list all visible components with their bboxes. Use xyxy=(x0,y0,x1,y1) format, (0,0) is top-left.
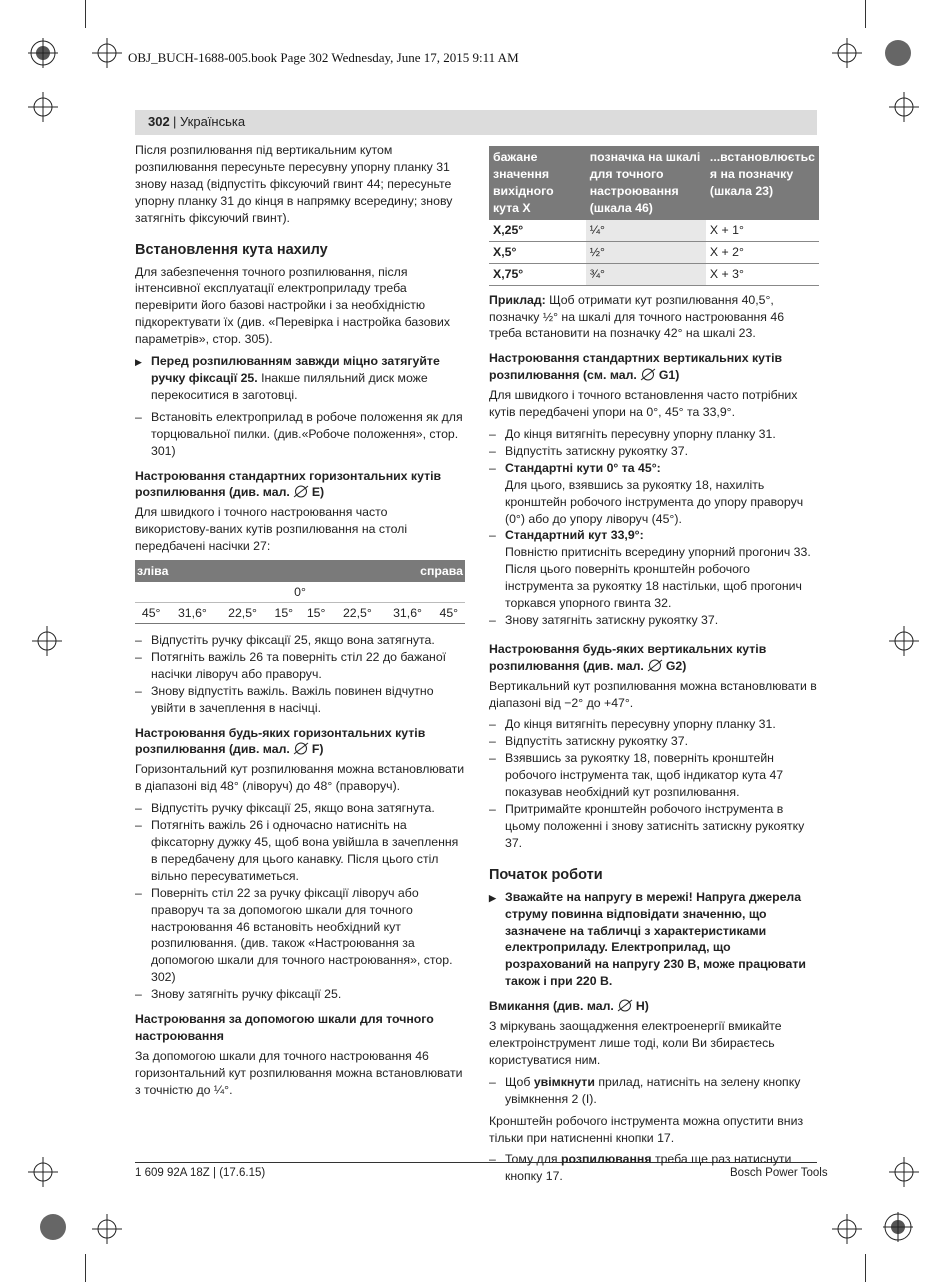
sawing-pre: Тому для xyxy=(505,1152,561,1167)
registration-mark-right-upper xyxy=(889,92,919,122)
list-item: – Відпустіть затискну рукоятку 37. xyxy=(489,443,819,460)
table-row xyxy=(489,263,819,285)
angle-cell: 22,5° xyxy=(332,603,382,624)
std-vertical-list xyxy=(489,426,819,629)
language-label: Українська xyxy=(180,114,246,129)
table-cell: X,75° xyxy=(489,263,586,285)
table-row xyxy=(489,241,819,263)
list-item: – Потягніть важіль 26 та поверніть стіл 22 до бажаної насічки ліворуч або праворуч. xyxy=(135,649,465,683)
figure-ref-icon xyxy=(640,368,656,381)
std-339-text: Повністю притисніть всередину упорний прогонич 33. Після цього поверніть кронштейн робочого інструмента за рукоятку 18 настільки, щоб прогонич торкався упорного гвинта 32. xyxy=(505,545,811,611)
print-info-line: OBJ_BUCH-1688-005.book Page 302 Wednesday, June 17, 2015 9:11 AM xyxy=(128,50,519,65)
example-label: Приклад: xyxy=(489,292,546,307)
table-right-label: справа xyxy=(300,560,465,582)
registration-mark-left-lower xyxy=(28,1157,58,1187)
footer-rule xyxy=(135,1162,817,1163)
start-warning: ▶ Зважайте на напругу в мережі! Напруга джерела струму повинна відповідати значенню, що зазначене на табличці з характеристиками електроприладу. Електроприлад, що розрахований на напругу 230 В, може працювати також і при 220 В. xyxy=(489,889,819,990)
figure-ref-icon xyxy=(617,999,633,1012)
list-item: – До кінця витягніть пересувну упорну планку 31. xyxy=(489,716,819,733)
table-cell: ½° xyxy=(586,241,706,263)
table-cell: X,25° xyxy=(489,220,586,242)
list-item: – Поверніть стіл 22 за ручку фіксації ліворуч або праворуч та за допомогою шкали для точного настроювання 46 встановіть необхідний кут розпилювання. (див. також «Настроювання за допомогою шкали для точного настроювання», стор. 302) xyxy=(135,885,465,986)
left-column xyxy=(135,142,465,1104)
registration-mark-bottom-far-right xyxy=(883,1212,913,1242)
std-339-title: Стандартний кут 33,9°: xyxy=(505,528,644,543)
tilt-list-item: – Встановіть електроприлад в робоче положення як для торцювальної пилки. (див.«Робоче положення», стор. 301) xyxy=(135,409,465,460)
tilt-warning xyxy=(135,353,465,404)
crop-line-bottom-right xyxy=(865,1254,866,1282)
heading-std-vertical-fig: G1) xyxy=(658,368,680,383)
crop-line-top-left xyxy=(85,0,86,28)
list-item: – Відпустіть ручку фіксації 25, якщо вона затягнута. xyxy=(135,800,465,817)
fine-scale-paragraph: За допомогою шкали для точного настроювання 46 горизонтальний кут розпилювання можна встановлювати з точністю до ¼°. xyxy=(135,1048,463,1097)
footer-right: Bosch Power Tools xyxy=(730,1167,828,1179)
lower-arm-paragraph: Кронштейн робочого інструмента можна опустити вниз тільки при натисненні кнопки 17. xyxy=(489,1113,804,1145)
registration-mark-right-lower xyxy=(889,1157,919,1187)
switch-on-post: прилад, натисніть на зелену кнопку увімкнення 2 (I). xyxy=(505,1074,801,1106)
crop-line-top-right xyxy=(865,0,866,28)
registration-mark-bottom-right xyxy=(832,1214,862,1244)
header-language: | Українська xyxy=(173,114,246,129)
tilt-list xyxy=(135,409,465,460)
std-0-45-title: Стандартні кути 0° та 45°: xyxy=(505,460,661,475)
angle-cell: 31,6° xyxy=(382,603,432,624)
angle-cell: 45° xyxy=(433,603,465,624)
angle-cell: 22,5° xyxy=(217,603,267,624)
table-cell: X,5° xyxy=(489,241,586,263)
example-text: Щоб отримати кут розпилювання 40,5°, позначку ½° на шкалі для точного настроювання 46 треба встановити на позначку 42° на шкалі 23. xyxy=(489,292,785,341)
heading-any-horizontal-text: Настроювання будь-яких горизонтальних кутів розпилювання (див. мал. xyxy=(135,725,426,757)
heading-switch-on-fig: H) xyxy=(635,999,649,1014)
list-item: – Взявшись за рукоятку 18, поверніть кронштейн робочого інструмента так, щоб індикатор кута 47 показував необхідний кут розпилювання. xyxy=(489,750,819,801)
heading-any-horizontal xyxy=(135,725,465,759)
figure-ref-icon xyxy=(293,485,309,498)
registration-mark-right-middle xyxy=(889,626,919,656)
page-number: 302 xyxy=(148,114,170,129)
registration-mark-top-far-right xyxy=(883,38,913,68)
registration-mark-top-mid xyxy=(92,38,122,68)
heading-tilt-angle: Встановлення кута нахилу xyxy=(135,241,328,258)
switch-on-list xyxy=(489,1074,819,1108)
table-header-cell: позначка на шкалі для точного настроювання (шкала 46) xyxy=(586,146,706,220)
heading-start-work: Початок роботи xyxy=(489,866,603,883)
table-header-cell: ...встановлюєтьс я на позначку (шкала 23) xyxy=(706,146,819,220)
switch-on-pre: Щоб xyxy=(505,1074,534,1089)
angle-cell: 45° xyxy=(135,603,167,624)
table-left-label: зліва xyxy=(135,560,300,582)
list-item: – Знову затягніть затискну рукоятку 37. xyxy=(489,612,819,629)
tilt-warning-rest: Інакше пиляльний диск може перекоситися в заготовці. xyxy=(151,370,428,402)
heading-std-vertical xyxy=(489,350,819,384)
registration-mark-top-left xyxy=(28,38,58,68)
list-item: – Знову затягніть ручку фіксації 25. xyxy=(135,986,465,1003)
table-cell: X + 2° xyxy=(706,241,819,263)
page-header xyxy=(135,110,817,135)
table-header-cell: бажане значення вихідного кута X xyxy=(489,146,586,220)
std-vertical-paragraph: Для швидкого і точного встановлення часто потрібних кутів передбачені упори на 0°, 45° та 33,9°. xyxy=(489,388,798,420)
registration-mark-top-right xyxy=(832,38,862,68)
heading-any-vertical xyxy=(489,641,819,675)
angle-cell: 31,6° xyxy=(167,603,217,624)
table-row xyxy=(489,220,819,242)
any-horizontal-list xyxy=(135,800,465,1003)
heading-switch-on-text: Вмикання (див. мал. xyxy=(489,999,614,1014)
notch-angle-table xyxy=(135,560,465,624)
heading-std-horizontal-text: Настроювання стандартних горизонтальних кутів розпилювання (див. мал. xyxy=(135,468,442,500)
registration-mark-left-upper xyxy=(28,92,58,122)
heading-any-vertical-fig: G2) xyxy=(665,658,687,673)
tilt-paragraph: Для забезпечення точного розпилювання, після інтенсивної експлуатації електроприладу треба перевірити його базові настройки і за необхідністю підкоректувати їх (див. «Перевірка і настройка базових параметрів», стор. 305). xyxy=(135,264,450,347)
heading-std-horizontal xyxy=(135,468,465,502)
list-item xyxy=(489,1074,819,1108)
list-item: – Знову відпустіть важіль. Важіль повинен відчутно увійти в зачеплення в насічці. xyxy=(135,683,465,717)
figure-ref-icon xyxy=(293,742,309,755)
heading-any-vertical-text: Настроювання будь-яких вертикальних кутів розпилювання (див. мал. xyxy=(489,641,767,673)
table-cell: X + 1° xyxy=(706,220,819,242)
heading-switch-on xyxy=(489,998,819,1015)
list-item: – Відпустіть ручку фіксації 25, якщо вона затягнута. xyxy=(135,632,465,649)
tilt-warning-bold: Перед розпилюванням завжди міцно затягуйте ручку фіксації 25. xyxy=(151,354,440,385)
heading-std-horizontal-fig: E) xyxy=(311,485,325,500)
fine-scale-table xyxy=(489,146,819,286)
registration-mark-left-middle xyxy=(32,626,62,656)
std-0-45-text: Для цього, взявшись за рукоятку 18, нахиліть кронштейн робочого інструмента до упору праворуч (0°) або до упору ліворуч (45°). xyxy=(505,477,804,526)
footer-left: 1 609 92A 18Z | (17.6.15) xyxy=(135,1167,266,1179)
any-horizontal-paragraph: Горизонтальний кут розпилювання можна встановлювати в діапазоні від 48° (ліворуч) до 48° (праворуч). xyxy=(135,762,465,794)
heading-std-vertical-text: Настроювання стандартних вертикальних кутів розпилювання (см. мал. xyxy=(489,351,783,383)
example-paragraph xyxy=(489,292,819,343)
figure-ref-icon xyxy=(647,659,663,672)
start-warning-list xyxy=(489,889,819,990)
angle-cell: 15° xyxy=(300,603,332,624)
tilt-warning-list xyxy=(135,353,465,404)
any-vertical-paragraph: Вертикальний кут розпилювання можна встановлювати в діапазоні від −2° до +47°. xyxy=(489,678,817,710)
any-vertical-list xyxy=(489,716,819,851)
intro-paragraph: Після розпилювання під вертикальним кутом розпилювання пересуньте пересувну упорну планку 31 знову назад (відпустіть фіксуючий гвинт 44; пересуньте упорну планку 31 до кінця в напрямку всередину; знову затягніть фіксуючий гвинт). xyxy=(135,143,453,225)
list-item: – Потягніть важіль 26 і одночасно натисніть на фіксаторну дужку 45, щоб вона увійшла в зачеплення в передбачену для цього канавку. Після цього стіл вільно пересуватиметься. xyxy=(135,817,465,885)
std-horizontal-paragraph: Для швидкого і точного настроювання часто використову-ваних кутів розпилювання на столі передбачені насічки 27: xyxy=(135,505,408,554)
table-center-value: 0° xyxy=(294,584,306,599)
list-item: – Відпустіть затискну рукоятку 37. xyxy=(489,733,819,750)
angle-cell: 15° xyxy=(268,603,300,624)
list-item: – До кінця витягніть пересувну упорну планку 31. xyxy=(489,426,819,443)
table-cell: X + 3° xyxy=(706,263,819,285)
list-item: – Притримайте кронштейн робочого інструмента в цьому положенні і знову затисніть затискну рукоятку 37. xyxy=(489,801,819,852)
list-item xyxy=(489,527,819,612)
sawing-post: треба ще раз натиснути кнопку 17. xyxy=(505,1152,792,1184)
switch-on-bold: увімкнути xyxy=(533,1074,595,1089)
switch-on-paragraph: З міркувань заощадження електроенергії вмикайте електроінструмент лише тоді, коли Ви збираєтесь користуватися ним. xyxy=(489,1019,782,1067)
std-horizontal-list xyxy=(135,632,465,717)
crop-line-bottom-left xyxy=(85,1254,86,1282)
table-cell: ¼° xyxy=(586,220,706,242)
heading-any-horizontal-fig: F) xyxy=(311,742,324,757)
sawing-bold: розпилювання xyxy=(560,1152,652,1167)
right-column xyxy=(489,146,819,1190)
table-cell: ¾° xyxy=(586,263,706,285)
registration-mark-bottom-left xyxy=(38,1212,68,1242)
registration-mark-bottom-mid xyxy=(92,1214,122,1244)
list-item xyxy=(489,460,819,528)
heading-fine-scale: Настроювання за допомогою шкали для точного настроювання xyxy=(135,1012,434,1043)
